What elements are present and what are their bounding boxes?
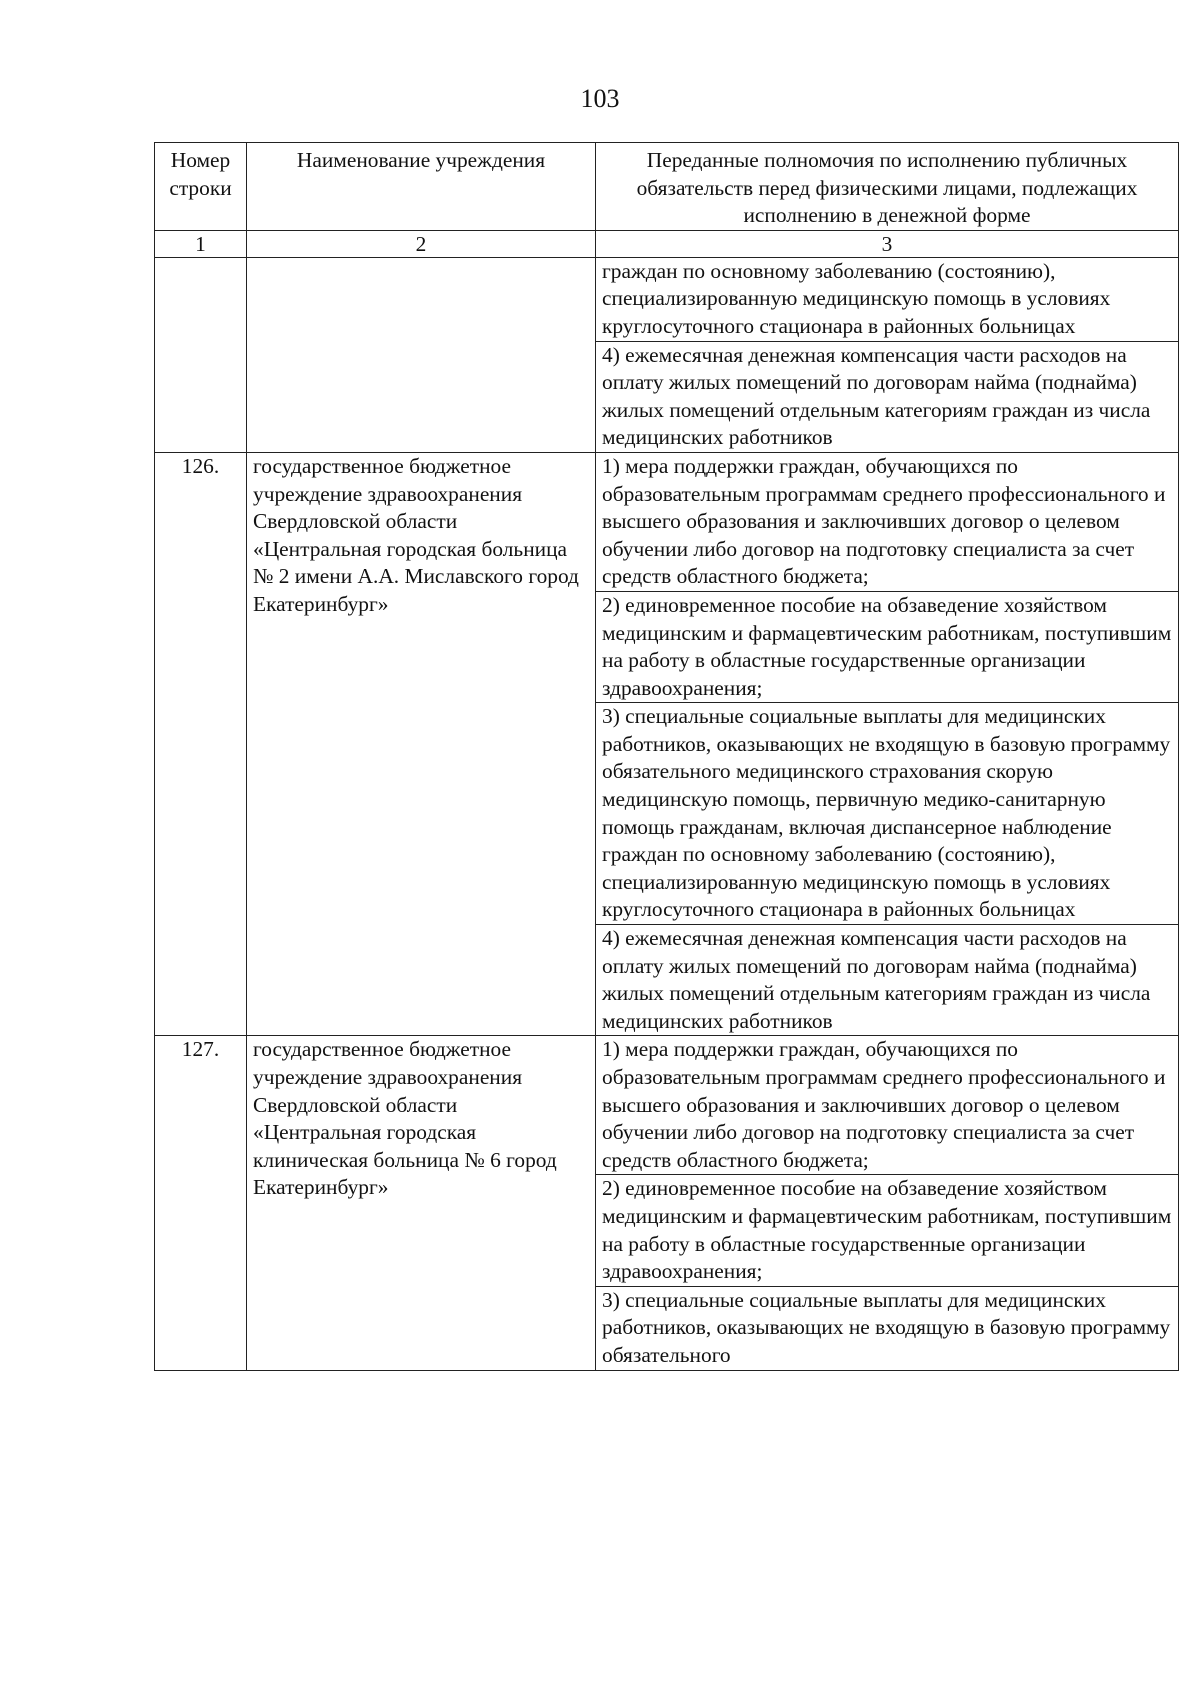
authority-item: 3) специальные социальные выплаты для медицинских работников, оказывающих не входящую в базовую программу обязательного медицинского страхования скорую медицинскую помощь, первичную медико-санитарную помощь гражданам, включая диспансерное наблюдение граждан по основному заболеванию (состоянию), специализированную медицинскую помощь в условиях круглосуточного стационара в районных больницах [596,703,1179,925]
column-number-3: 3 [596,230,1179,257]
authority-item: 1) мера поддержки граждан, обучающихся по образовательным программам среднего профессионального и высшего образования и заключивших договор о целевом обучении либо договор на подготовку специалиста за счет средств областного бюджета; [596,452,1179,591]
header-authorities: Переданные полномочия по исполнению публичных обязательств перед физическими лицами, подлежащих исполнению в денежной форме [596,143,1179,231]
row-number: 126. [155,452,247,1035]
table-header-row [155,143,1179,231]
page-number: 103 [580,84,620,113]
column-numbers-row [155,230,1179,257]
authority-item: 4) ежемесячная денежная компенсация части расходов на оплату жилых помещений по договорам найма (поднайма) жилых помещений отдельным категориям граждан из числа медицинских работников [596,925,1179,1036]
authority-item: 2) единовременное пособие на обзаведение хозяйством медицинским и фармацевтическим работникам, поступившим на работу в областные государственные организации здравоохранения; [596,1175,1179,1286]
header-institution-name: Наименование учреждения [247,143,596,231]
column-number-2: 2 [247,230,596,257]
authority-item: граждан по основному заболеванию (состоянию), специализированную медицинскую помощь в условиях круглосуточного стационара в районных больницах [596,257,1179,341]
authority-item: 2) единовременное пособие на обзаведение хозяйством медицинским и фармацевтическим работникам, поступившим на работу в областные государственные организации здравоохранения; [596,591,1179,702]
institution-cell [247,257,596,452]
row-number-cell [155,257,247,452]
institution-name: государственное бюджетное учреждение здравоохранения Свердловской области «Центральная городская больница № 2 имени А.А. Миславского город Екатеринбург» [247,452,596,1035]
authority-item: 1) мера поддержки граждан, обучающихся по образовательным программам среднего профессионального и высшего образования и заключивших договор о целевом обучении либо договор на подготовку специалиста за счет средств областного бюджета; [596,1036,1179,1175]
authority-item: 4) ежемесячная денежная компенсация части расходов на оплату жилых помещений по договорам найма (поднайма) жилых помещений отдельным категориям граждан из числа медицинских работников [596,341,1179,452]
table-row [155,452,1179,591]
authorities-table [154,142,1179,1371]
column-number-1: 1 [155,230,247,257]
institution-name: государственное бюджетное учреждение здравоохранения Свердловской области «Центральная городская клиническая больница № 6 город Екатеринбург» [247,1036,596,1370]
row-number: 127. [155,1036,247,1370]
table-row-continuation [155,257,1179,341]
table-row [155,1036,1179,1175]
authority-item: 3) специальные социальные выплаты для медицинских работников, оказывающих не входящую в базовую программу обязательного [596,1286,1179,1370]
header-row-number: Номер строки [155,143,247,231]
